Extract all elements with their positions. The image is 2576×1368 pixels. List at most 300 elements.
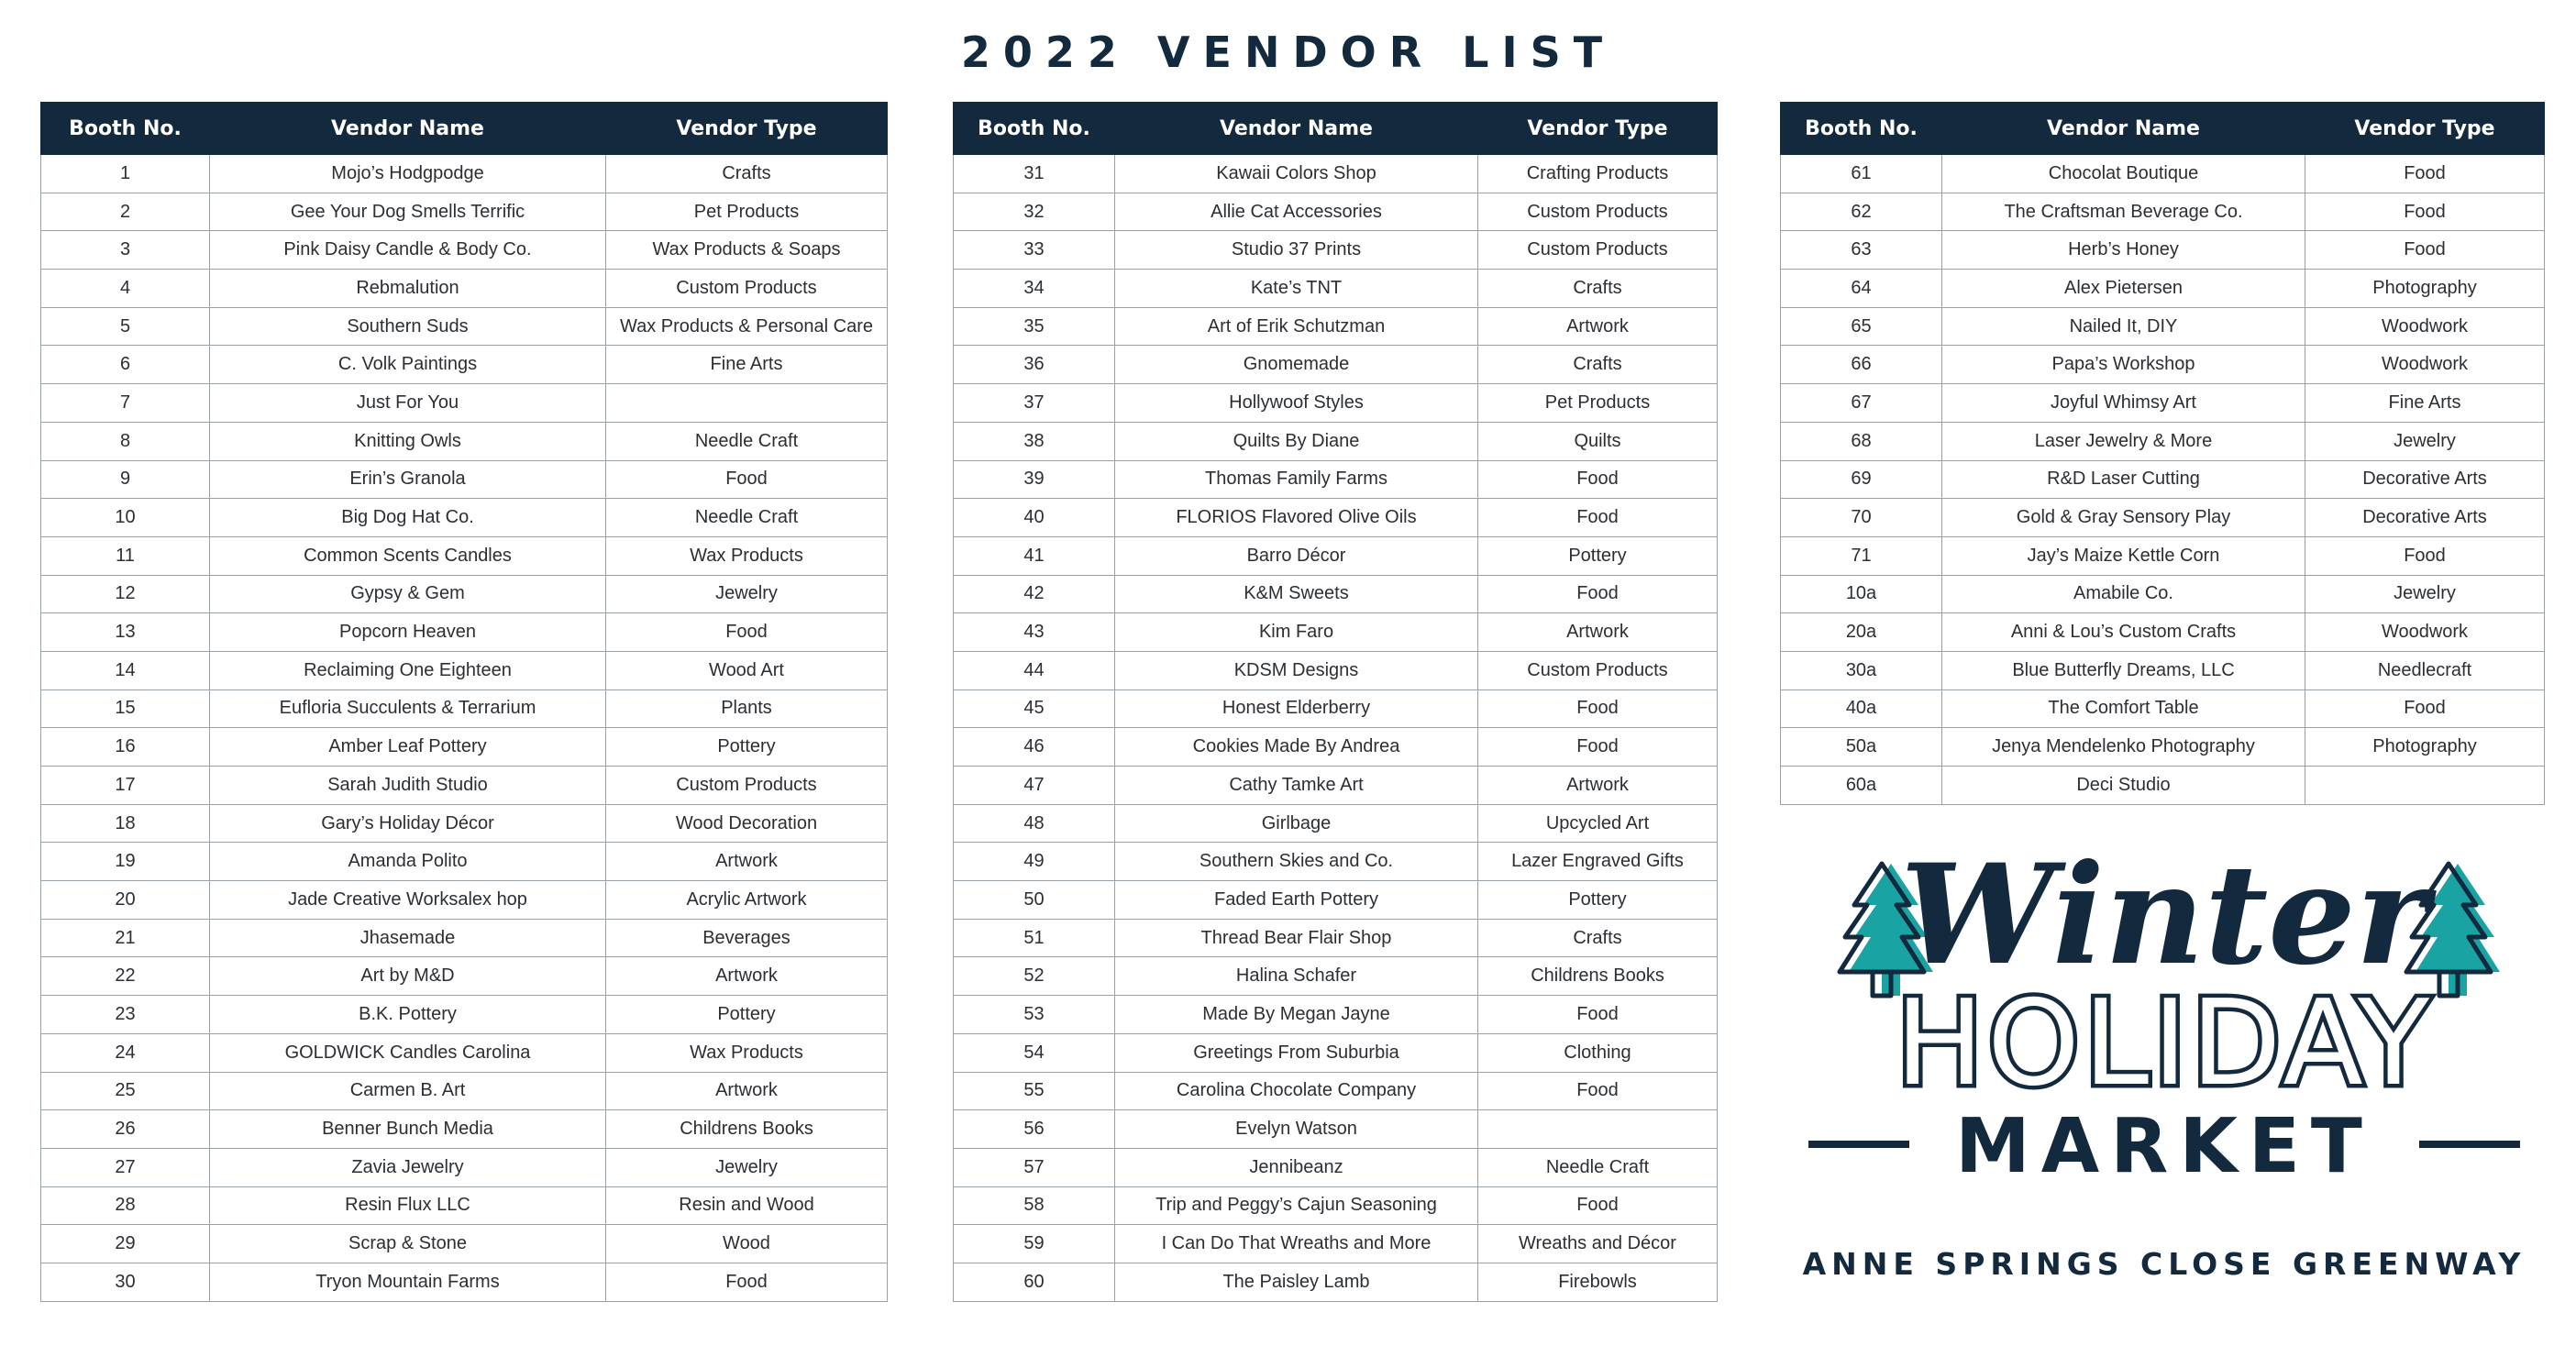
- table-row: [41, 1033, 888, 1072]
- vendor-type-cell: Childrens Books: [1478, 957, 1718, 996]
- vendor-type-cell: Woodwork: [2305, 613, 2545, 652]
- table-row: [954, 881, 1718, 920]
- vendor-type-cell: Jewelry: [606, 1148, 888, 1186]
- booth-number-cell: 10a: [1781, 575, 1942, 613]
- vendor-type-cell: Food: [1478, 1072, 1718, 1110]
- booth-number-cell: 43: [954, 613, 1115, 652]
- table-row: [954, 1263, 1718, 1301]
- booth-number-cell: 25: [41, 1072, 210, 1110]
- vendor-type-cell: Fine Arts: [2305, 384, 2545, 423]
- vendor-type-cell: Crafting Products: [1478, 155, 1718, 193]
- vendor-type-cell: Wood Decoration: [606, 804, 888, 843]
- vendor-type-cell: Crafts: [606, 155, 888, 193]
- booth-number-cell: 64: [1781, 270, 1942, 308]
- table-row: [954, 155, 1718, 193]
- vendor-type-cell: [606, 384, 888, 423]
- vendor-name-cell: Carolina Chocolate Company: [1115, 1072, 1478, 1110]
- vendor-type-cell: Food: [2305, 155, 2545, 193]
- table-row: [954, 536, 1718, 575]
- vendor-type-cell: Needle Craft: [1478, 1148, 1718, 1186]
- vendor-name-cell: Just For You: [210, 384, 606, 423]
- vendor-name-cell: Art of Erik Schutzman: [1115, 307, 1478, 346]
- booth-number-cell: 8: [41, 422, 210, 460]
- table-row: [41, 919, 888, 957]
- table-row: [41, 957, 888, 996]
- booth-number-cell: 48: [954, 804, 1115, 843]
- table-row: [1781, 193, 2545, 231]
- booth-number-cell: 29: [41, 1225, 210, 1263]
- booth-number-cell: 49: [954, 843, 1115, 881]
- vendor-name-cell: FLORIOS Flavored Olive Oils: [1115, 499, 1478, 537]
- vendor-name-cell: Joyful Whimsy Art: [1942, 384, 2305, 423]
- booth-number-cell: 15: [41, 690, 210, 728]
- booth-number-cell: 66: [1781, 346, 1942, 384]
- table-row: [41, 536, 888, 575]
- logo-winter-script: Winter: [1900, 844, 2428, 996]
- table-row: [954, 843, 1718, 881]
- vendor-name-cell: Zavia Jewelry: [210, 1148, 606, 1186]
- table-row: [1781, 231, 2545, 270]
- vendor-type-cell: Artwork: [1478, 613, 1718, 652]
- table-row: [1781, 690, 2545, 728]
- vendor-name-cell: Thread Bear Flair Shop: [1115, 919, 1478, 957]
- booth-number-cell: 38: [954, 422, 1115, 460]
- vendor-name-cell: Quilts By Diane: [1115, 422, 1478, 460]
- vendor-name-cell: Cathy Tamke Art: [1115, 767, 1478, 805]
- vendor-name-cell: Gee Your Dog Smells Terrific: [210, 193, 606, 231]
- booth-number-cell: 50: [954, 881, 1115, 920]
- vendor-name-cell: Girlbage: [1115, 804, 1478, 843]
- vendor-type-cell: Wreaths and Décor: [1478, 1225, 1718, 1263]
- vendor-table-3: [1780, 102, 2545, 805]
- table-row: [954, 613, 1718, 652]
- vendor-type-cell: Artwork: [606, 843, 888, 881]
- booth-number-cell: 44: [954, 651, 1115, 690]
- vendor-type-cell: Jewelry: [2305, 422, 2545, 460]
- table-row: [41, 422, 888, 460]
- vendor-type-cell: Food: [2305, 231, 2545, 270]
- booth-number-cell: 65: [1781, 307, 1942, 346]
- booth-number-cell: 60: [954, 1263, 1115, 1301]
- vendor-name-cell: Carmen B. Art: [210, 1072, 606, 1110]
- vendor-name-cell: Anni & Lou’s Custom Crafts: [1942, 613, 2305, 652]
- vendor-type-cell: Acrylic Artwork: [606, 881, 888, 920]
- vendor-name-cell: Amanda Polito: [210, 843, 606, 881]
- vendor-name-cell: Jennibeanz: [1115, 1148, 1478, 1186]
- vendor-type-cell: Crafts: [1478, 270, 1718, 308]
- vendor-name-cell: Eufloria Succulents & Terrarium: [210, 690, 606, 728]
- winter-holiday-market-logo: [1797, 844, 2531, 1302]
- vendor-name-cell: Kawaii Colors Shop: [1115, 155, 1478, 193]
- booth-number-cell: 36: [954, 346, 1115, 384]
- logo-market: MARKET: [1955, 1103, 2373, 1190]
- table-row: [954, 384, 1718, 423]
- table-row: [41, 1186, 888, 1225]
- table-row: [41, 575, 888, 613]
- table-row: [41, 804, 888, 843]
- booth-number-cell: 10: [41, 499, 210, 537]
- vendor-name-cell: Jade Creative Worksalex hop: [210, 881, 606, 920]
- vendor-type-header: Vendor Type: [606, 103, 888, 155]
- booth-number-cell: 42: [954, 575, 1115, 613]
- vendor-type-cell: Lazer Engraved Gifts: [1478, 843, 1718, 881]
- table-row: [954, 1072, 1718, 1110]
- vendor-name-cell: B.K. Pottery: [210, 996, 606, 1034]
- vendor-name-cell: The Craftsman Beverage Co.: [1942, 193, 2305, 231]
- table-row: [1781, 499, 2545, 537]
- booth-number-cell: 39: [954, 460, 1115, 499]
- table-row: [41, 307, 888, 346]
- booth-number-cell: 51: [954, 919, 1115, 957]
- booth-number-cell: 26: [41, 1110, 210, 1149]
- vendor-type-cell: [2305, 767, 2545, 805]
- table-row: [41, 767, 888, 805]
- vendor-name-cell: Tryon Mountain Farms: [210, 1263, 606, 1301]
- booth-number-cell: 40: [954, 499, 1115, 537]
- table-row: [41, 270, 888, 308]
- booth-number-cell: 3: [41, 231, 210, 270]
- vendor-name-cell: Rebmalution: [210, 270, 606, 308]
- vendor-type-cell: Pottery: [606, 728, 888, 767]
- table-row: [954, 1225, 1718, 1263]
- vendor-name-cell: Kim Faro: [1115, 613, 1478, 652]
- table-row: [41, 155, 888, 193]
- table-row: [41, 384, 888, 423]
- vendor-type-cell: Clothing: [1478, 1033, 1718, 1072]
- vendor-name-cell: Pink Daisy Candle & Body Co.: [210, 231, 606, 270]
- vendor-type-cell: Custom Products: [606, 270, 888, 308]
- table-row: [954, 422, 1718, 460]
- logo-location: ANNE SPRINGS CLOSE GREENWAY: [1802, 1246, 2526, 1282]
- table-row: [41, 690, 888, 728]
- booth-number-cell: 70: [1781, 499, 1942, 537]
- table-row: [954, 1110, 1718, 1149]
- vendor-type-cell: Artwork: [606, 957, 888, 996]
- table-row: [954, 1033, 1718, 1072]
- table-row: [41, 346, 888, 384]
- vendor-type-cell: Quilts: [1478, 422, 1718, 460]
- table-row: [954, 651, 1718, 690]
- table-row: [954, 996, 1718, 1034]
- vendor-name-cell: Amber Leaf Pottery: [210, 728, 606, 767]
- vendor-name-cell: Allie Cat Accessories: [1115, 193, 1478, 231]
- table-row: [41, 1148, 888, 1186]
- booth-number-cell: 50a: [1781, 728, 1942, 767]
- booth-number-cell: 2: [41, 193, 210, 231]
- vendor-type-cell: Pottery: [1478, 536, 1718, 575]
- vendor-name-cell: Jenya Mendelenko Photography: [1942, 728, 2305, 767]
- vendor-type-cell: [1478, 1110, 1718, 1149]
- booth-number-cell: 47: [954, 767, 1115, 805]
- booth-number-cell: 9: [41, 460, 210, 499]
- vendor-type-cell: Artwork: [1478, 307, 1718, 346]
- booth-number-cell: 32: [954, 193, 1115, 231]
- table-row: [1781, 155, 2545, 193]
- vendor-name-cell: Greetings From Suburbia: [1115, 1033, 1478, 1072]
- vendor-type-cell: Pet Products: [606, 193, 888, 231]
- booth-number-cell: 35: [954, 307, 1115, 346]
- vendor-name-header: Vendor Name: [1942, 103, 2305, 155]
- table-row: [954, 307, 1718, 346]
- vendor-name-cell: Art by M&D: [210, 957, 606, 996]
- vendor-name-cell: Mojo’s Hodgpodge: [210, 155, 606, 193]
- vendor-type-cell: Plants: [606, 690, 888, 728]
- vendor-name-cell: Halina Schafer: [1115, 957, 1478, 996]
- table-row: [41, 193, 888, 231]
- booth-number-cell: 27: [41, 1148, 210, 1186]
- table-row: [1781, 346, 2545, 384]
- booth-header: Booth No.: [41, 103, 210, 155]
- vendor-name-cell: Studio 37 Prints: [1115, 231, 1478, 270]
- vendor-name-cell: KDSM Designs: [1115, 651, 1478, 690]
- vendor-name-cell: Gary’s Holiday Décor: [210, 804, 606, 843]
- vendor-type-cell: Jewelry: [2305, 575, 2545, 613]
- vendor-type-cell: Needle Craft: [606, 499, 888, 537]
- table-row: [41, 651, 888, 690]
- table-row: [41, 728, 888, 767]
- vendor-name-cell: Resin Flux LLC: [210, 1186, 606, 1225]
- vendor-name-cell: R&D Laser Cutting: [1942, 460, 2305, 499]
- booth-number-cell: 56: [954, 1110, 1115, 1149]
- vendor-name-cell: Gnomemade: [1115, 346, 1478, 384]
- booth-number-cell: 23: [41, 996, 210, 1034]
- booth-number-cell: 62: [1781, 193, 1942, 231]
- booth-number-cell: 21: [41, 919, 210, 957]
- vendor-type-cell: Firebowls: [1478, 1263, 1718, 1301]
- booth-number-cell: 31: [954, 155, 1115, 193]
- table-row: [1781, 384, 2545, 423]
- booth-number-cell: 30a: [1781, 651, 1942, 690]
- vendor-name-cell: Benner Bunch Media: [210, 1110, 606, 1149]
- booth-number-cell: 57: [954, 1148, 1115, 1186]
- vendor-name-cell: Papa’s Workshop: [1942, 346, 2305, 384]
- table-row: [41, 1110, 888, 1149]
- vendor-name-cell: Kate’s TNT: [1115, 270, 1478, 308]
- table-row: [1781, 270, 2545, 308]
- table-row: [41, 1263, 888, 1301]
- page-title: 2022 VENDOR LIST: [960, 28, 1616, 77]
- vendor-name-cell: C. Volk Paintings: [210, 346, 606, 384]
- vendor-name-cell: The Paisley Lamb: [1115, 1263, 1478, 1301]
- vendor-type-cell: Food: [2305, 536, 2545, 575]
- vendor-type-cell: Jewelry: [606, 575, 888, 613]
- vendor-type-cell: Needle Craft: [606, 422, 888, 460]
- vendor-name-cell: Amabile Co.: [1942, 575, 2305, 613]
- vendor-type-cell: Food: [1478, 690, 1718, 728]
- vendor-name-cell: Honest Elderberry: [1115, 690, 1478, 728]
- vendor-type-cell: Crafts: [1478, 346, 1718, 384]
- booth-number-cell: 54: [954, 1033, 1115, 1072]
- vendor-name-cell: Blue Butterfly Dreams, LLC: [1942, 651, 2305, 690]
- vendor-type-cell: Decorative Arts: [2305, 499, 2545, 537]
- vendor-type-cell: Woodwork: [2305, 346, 2545, 384]
- booth-number-cell: 60a: [1781, 767, 1942, 805]
- vendor-type-cell: Wood: [606, 1225, 888, 1263]
- vendor-type-cell: Food: [1478, 575, 1718, 613]
- booth-number-cell: 71: [1781, 536, 1942, 575]
- logo-holiday: HOLIDAY: [1895, 976, 2434, 1112]
- vendor-table-2: [953, 102, 1718, 1302]
- booth-number-cell: 53: [954, 996, 1115, 1034]
- booth-number-cell: 14: [41, 651, 210, 690]
- table-row: [1781, 307, 2545, 346]
- table-row: [954, 804, 1718, 843]
- vendor-name-cell: Gold & Gray Sensory Play: [1942, 499, 2305, 537]
- vendor-name-cell: Chocolat Boutique: [1942, 155, 2305, 193]
- vendor-type-cell: Needlecraft: [2305, 651, 2545, 690]
- vendor-name-cell: Cookies Made By Andrea: [1115, 728, 1478, 767]
- table-row: [1781, 613, 2545, 652]
- table-row: [954, 346, 1718, 384]
- booth-number-cell: 34: [954, 270, 1115, 308]
- booth-number-cell: 20: [41, 881, 210, 920]
- vendor-name-cell: Big Dog Hat Co.: [210, 499, 606, 537]
- booth-number-cell: 28: [41, 1186, 210, 1225]
- booth-number-cell: 4: [41, 270, 210, 308]
- vendor-type-cell: Food: [1478, 499, 1718, 537]
- table-row: [954, 460, 1718, 499]
- booth-number-cell: 46: [954, 728, 1115, 767]
- vendor-name-cell: Hollywoof Styles: [1115, 384, 1478, 423]
- table-row: [954, 690, 1718, 728]
- booth-number-cell: 11: [41, 536, 210, 575]
- vendor-type-cell: Food: [606, 460, 888, 499]
- table-row: [954, 728, 1718, 767]
- vendor-name-cell: Trip and Peggy’s Cajun Seasoning: [1115, 1186, 1478, 1225]
- table-row: [41, 881, 888, 920]
- vendor-type-cell: Crafts: [1478, 919, 1718, 957]
- vendor-type-cell: Food: [1478, 460, 1718, 499]
- table-row: [1781, 651, 2545, 690]
- vendor-name-header: Vendor Name: [210, 103, 606, 155]
- booth-number-cell: 68: [1781, 422, 1942, 460]
- vendor-type-cell: Food: [1478, 1186, 1718, 1225]
- table-row: [41, 996, 888, 1034]
- vendor-table-1: [40, 102, 888, 1302]
- vendor-name-cell: I Can Do That Wreaths and More: [1115, 1225, 1478, 1263]
- vendor-name-cell: Thomas Family Farms: [1115, 460, 1478, 499]
- booth-number-cell: 22: [41, 957, 210, 996]
- vendor-type-cell: Pet Products: [1478, 384, 1718, 423]
- booth-number-cell: 55: [954, 1072, 1115, 1110]
- vendor-name-cell: Nailed It, DIY: [1942, 307, 2305, 346]
- vendor-type-cell: Photography: [2305, 728, 2545, 767]
- vendor-name-cell: Jhasemade: [210, 919, 606, 957]
- table-row: [41, 1225, 888, 1263]
- vendor-type-cell: Woodwork: [2305, 307, 2545, 346]
- booth-number-cell: 12: [41, 575, 210, 613]
- vendor-type-cell: Resin and Wood: [606, 1186, 888, 1225]
- vendor-type-cell: Fine Arts: [606, 346, 888, 384]
- vendor-name-cell: Scrap & Stone: [210, 1225, 606, 1263]
- vendor-type-cell: Food: [2305, 193, 2545, 231]
- booth-number-cell: 33: [954, 231, 1115, 270]
- table-row: [1781, 575, 2545, 613]
- vendor-name-cell: Laser Jewelry & More: [1942, 422, 2305, 460]
- vendor-name-cell: Erin’s Granola: [210, 460, 606, 499]
- vendor-type-cell: Photography: [2305, 270, 2545, 308]
- booth-number-cell: 52: [954, 957, 1115, 996]
- vendor-name-cell: Herb’s Honey: [1942, 231, 2305, 270]
- vendor-name-cell: Reclaiming One Eighteen: [210, 651, 606, 690]
- vendor-type-cell: Custom Products: [1478, 193, 1718, 231]
- booth-number-cell: 69: [1781, 460, 1942, 499]
- table-row: [954, 575, 1718, 613]
- table-row: [1781, 767, 2545, 805]
- vendor-name-cell: GOLDWICK Candles Carolina: [210, 1033, 606, 1072]
- booth-number-cell: 16: [41, 728, 210, 767]
- booth-number-cell: 13: [41, 613, 210, 652]
- booth-number-cell: 61: [1781, 155, 1942, 193]
- table-row: [41, 1072, 888, 1110]
- table-row: [954, 1148, 1718, 1186]
- vendor-name-cell: Alex Pietersen: [1942, 270, 2305, 308]
- vendor-type-header: Vendor Type: [2305, 103, 2545, 155]
- vendor-type-cell: Custom Products: [1478, 651, 1718, 690]
- vendor-name-cell: The Comfort Table: [1942, 690, 2305, 728]
- table-row: [1781, 728, 2545, 767]
- booth-number-cell: 67: [1781, 384, 1942, 423]
- vendor-type-cell: Childrens Books: [606, 1110, 888, 1149]
- booth-number-cell: 40a: [1781, 690, 1942, 728]
- booth-number-cell: 63: [1781, 231, 1942, 270]
- table-row: [41, 231, 888, 270]
- table-row: [1781, 536, 2545, 575]
- table-row: [954, 231, 1718, 270]
- vendor-name-cell: Faded Earth Pottery: [1115, 881, 1478, 920]
- table-row: [41, 499, 888, 537]
- table-row: [1781, 422, 2545, 460]
- booth-header: Booth No.: [954, 103, 1115, 155]
- vendor-type-header: Vendor Type: [1478, 103, 1718, 155]
- booth-number-cell: 41: [954, 536, 1115, 575]
- vendor-type-cell: Food: [1478, 728, 1718, 767]
- table-row: [954, 767, 1718, 805]
- table-row: [954, 193, 1718, 231]
- booth-number-cell: 58: [954, 1186, 1115, 1225]
- vendor-type-cell: Food: [1478, 996, 1718, 1034]
- booth-header: Booth No.: [1781, 103, 1942, 155]
- vendor-name-cell: Evelyn Watson: [1115, 1110, 1478, 1149]
- vendor-name-cell: Knitting Owls: [210, 422, 606, 460]
- vendor-name-cell: K&M Sweets: [1115, 575, 1478, 613]
- vendor-type-cell: Food: [606, 1263, 888, 1301]
- booth-number-cell: 59: [954, 1225, 1115, 1263]
- vendor-type-cell: Decorative Arts: [2305, 460, 2545, 499]
- vendor-type-cell: Wax Products: [606, 536, 888, 575]
- vendor-name-cell: Deci Studio: [1942, 767, 2305, 805]
- vendor-name-cell: Southern Suds: [210, 307, 606, 346]
- vendor-name-cell: Southern Skies and Co.: [1115, 843, 1478, 881]
- vendor-type-cell: Food: [606, 613, 888, 652]
- table-row: [954, 499, 1718, 537]
- vendor-type-cell: Wax Products: [606, 1033, 888, 1072]
- table-row: [954, 919, 1718, 957]
- booth-number-cell: 17: [41, 767, 210, 805]
- vendor-type-cell: Artwork: [1478, 767, 1718, 805]
- table-row: [1781, 460, 2545, 499]
- vendor-type-cell: Artwork: [606, 1072, 888, 1110]
- booth-number-cell: 45: [954, 690, 1115, 728]
- table-row: [954, 957, 1718, 996]
- vendor-name-cell: Jay’s Maize Kettle Corn: [1942, 536, 2305, 575]
- vendor-type-cell: Beverages: [606, 919, 888, 957]
- booth-number-cell: 24: [41, 1033, 210, 1072]
- vendor-name-cell: Gypsy & Gem: [210, 575, 606, 613]
- table-row: [954, 270, 1718, 308]
- vendor-name-cell: Popcorn Heaven: [210, 613, 606, 652]
- vendor-type-cell: Pottery: [606, 996, 888, 1034]
